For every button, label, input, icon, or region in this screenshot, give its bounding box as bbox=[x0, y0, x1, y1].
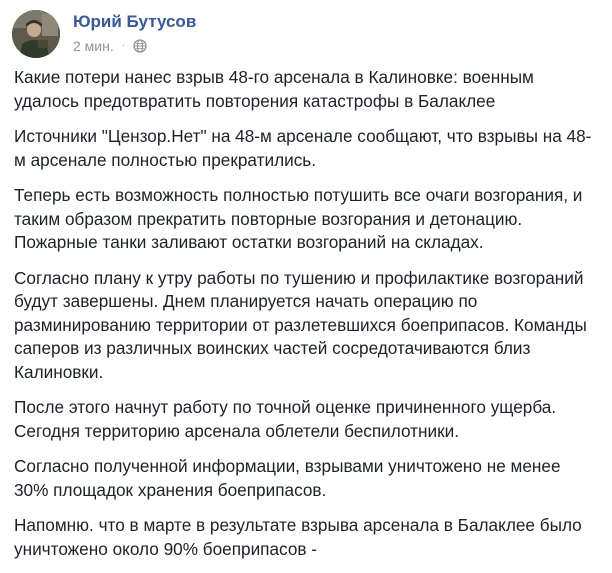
post-paragraph: Напомню. что в марте в результате взрыва арсенала в Балаклее было уничтожено около 90% боеприпасов - bbox=[14, 515, 582, 559]
avatar-photo bbox=[12, 10, 60, 58]
post-paragraph: Согласно плану к утру работы по тушению и профилактике возгораний будут завершены. Днем планируется начать операцию по разминированию территории от разлетевшихся боеприпасов. Команды саперов из различных воинских частей сосредотачиваются близ Калиновки. bbox=[14, 267, 587, 382]
post-paragraph: После этого начнут работу по точной оценке причиненного ущерба. Сегодня территорию арсенала облетели беспилотники. bbox=[14, 397, 557, 441]
post-body bbox=[14, 66, 610, 573]
post-header bbox=[12, 10, 196, 60]
author-avatar[interactable] bbox=[12, 10, 60, 58]
post-paragraph: Согласно полученной информации, взрывами уничтожено не менее 30% площадок хранения боеприпасов. bbox=[14, 456, 561, 500]
author-name[interactable]: Юрий Бутусов bbox=[73, 12, 197, 31]
post-subline bbox=[73, 38, 196, 54]
post-paragraph: Какие потери нанес взрыв 48-го арсенала в Калиновке: военным удалось предотвратить повторения катастрофы в Балаклее bbox=[14, 67, 534, 111]
post-paragraph: Источники "Цензор.Нет" на 48-м арсенале сообщают, что взрывы на 48- м арсенале полностью прекратились. bbox=[14, 126, 592, 170]
globe-icon[interactable] bbox=[133, 39, 147, 53]
post-meta bbox=[73, 12, 196, 54]
post-timestamp[interactable]: 2 мин. bbox=[73, 38, 114, 54]
meta-separator: · bbox=[121, 40, 126, 51]
post-paragraph: Теперь есть возможность полностью потушить все очаги возгорания, и таким образом прекратить повторные возгорания и детонацию. Пожарные танки заливают остатки возгораний на складах. bbox=[14, 185, 583, 252]
